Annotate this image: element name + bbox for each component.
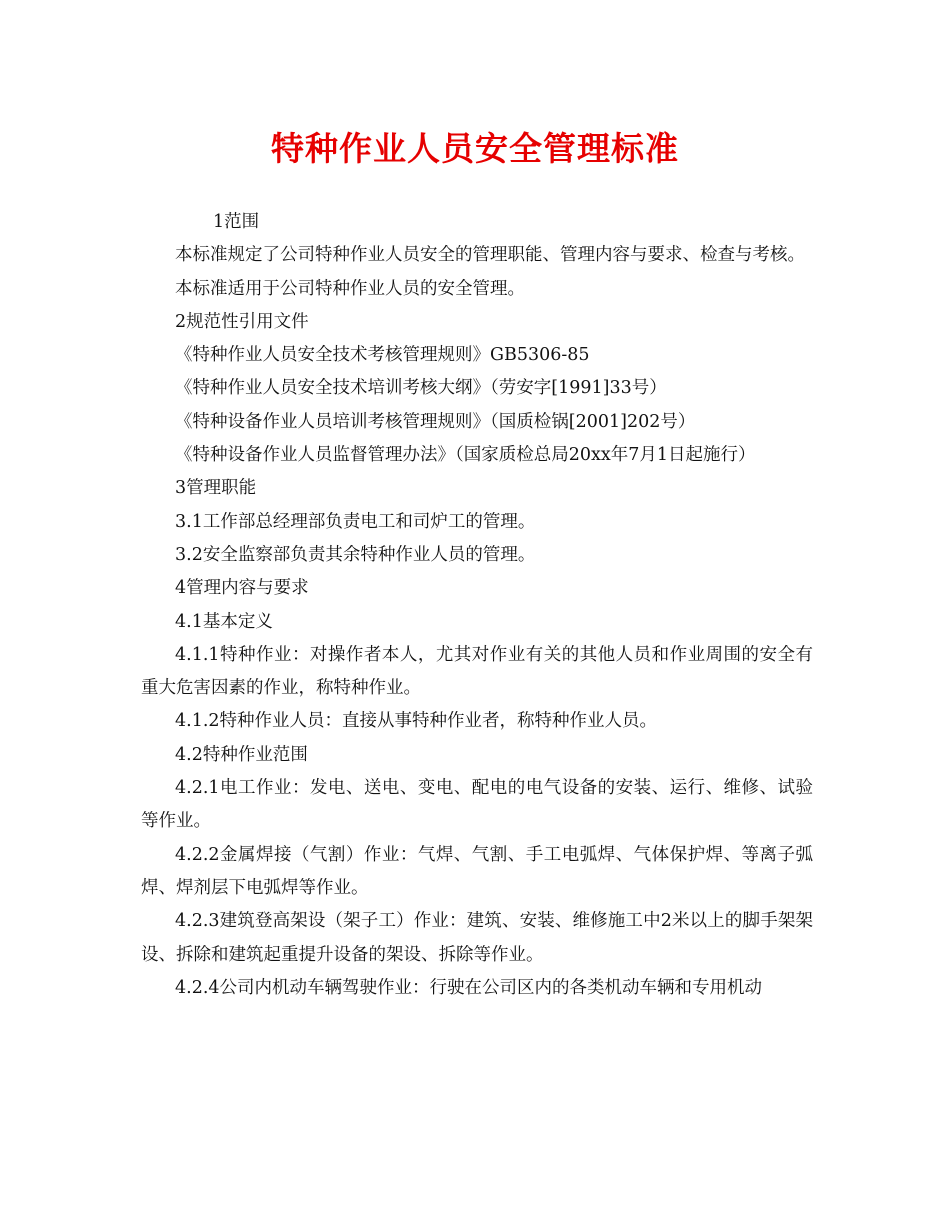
section-heading-references: 2规范性引用文件 bbox=[175, 311, 309, 332]
paragraph: 4.2.4公司内机动车辆驾驶作业：行驶在公司区内的各类机动车辆和专用机动 bbox=[175, 977, 763, 998]
section-heading-requirements: 4管理内容与要求 bbox=[175, 578, 309, 599]
paragraph: 3.1工作部总经理部负责电工和司炉工的管理。 bbox=[175, 511, 536, 532]
reference-item: 《特种作业人员安全技术考核管理规则》GB5306-85 bbox=[175, 345, 590, 366]
paragraph: 4.2.3建筑登高架设（架子工）作业：建筑、安装、维修施工中2米以上的脚手架架设、拆除和建筑起重提升设备的架设、拆除等作业。 bbox=[141, 911, 813, 965]
paragraph: 4.1.2特种作业人员：直接从事特种作业者，称特种作业人员。 bbox=[175, 711, 658, 732]
paragraph: 4.2.1电工作业：发电、送电、变电、配电的电气设备的安装、运行、维修、试验等作业。 bbox=[141, 778, 813, 832]
reference-item: 《特种设备作业人员培训考核管理规则》（国质检锅[2001]202号） bbox=[175, 411, 696, 432]
section-heading-scope: 1范围 bbox=[213, 212, 260, 232]
paragraph: 4.2.2金属焊接（气割）作业：气焊、气割、手工电弧焊、气体保护焊、等离子弧焊、焊剂层下电弧焊等作业。 bbox=[141, 844, 813, 898]
paragraph: 4.1.1特种作业：对操作者本人，尤其对作业有关的其他人员和作业周围的安全有重大危害因素的作业，称特种作业。 bbox=[141, 644, 813, 699]
reference-item: 《特种作业人员安全技术培训考核大纲》（劳安字[1991]33号） bbox=[175, 378, 667, 399]
subsection-heading: 4.2特种作业范围 bbox=[175, 744, 308, 765]
document-body bbox=[141, 206, 813, 1005]
paragraph: 本标准适用于公司特种作业人员的安全管理。 bbox=[175, 278, 525, 299]
reference-item: 《特种设备作业人员监督管理办法》（国家质检总局20xx年7月1日起施行） bbox=[175, 445, 756, 466]
document-title: 特种作业人员安全管理标准 bbox=[271, 129, 679, 168]
section-heading-duties: 3管理职能 bbox=[175, 478, 257, 499]
paragraph: 3.2安全监察部负责其余特种作业人员的管理。 bbox=[175, 544, 536, 565]
subsection-heading: 4.1基本定义 bbox=[175, 611, 273, 632]
paragraph: 本标准规定了公司特种作业人员安全的管理职能、管理内容与要求、检查与考核。 bbox=[175, 245, 805, 266]
